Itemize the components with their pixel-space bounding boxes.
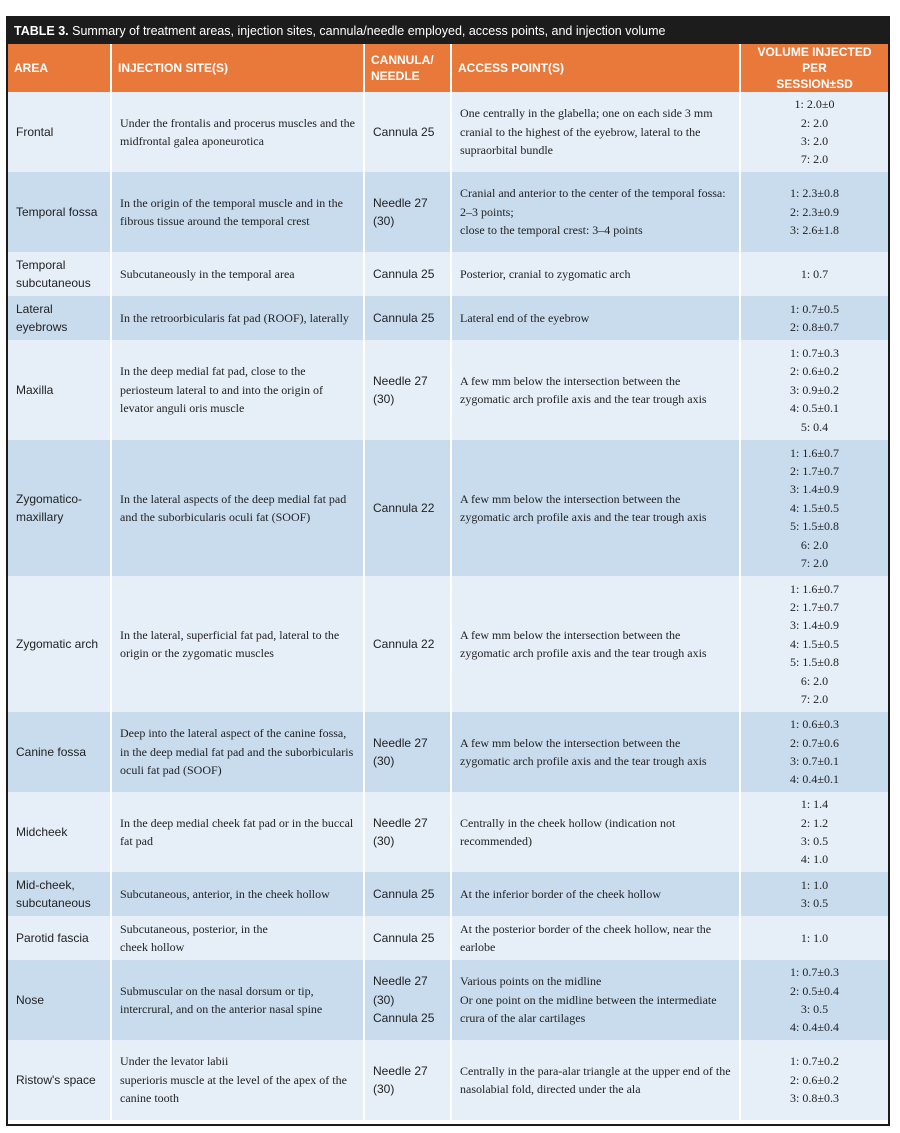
cell-volume-line: 4: 1.5±0.5 <box>790 636 839 651</box>
cell-injection-site <box>111 340 364 440</box>
table-row <box>8 252 888 296</box>
cell-access-points-line: close to the temporal crest: 3–4 points <box>460 223 643 238</box>
cell-volume <box>740 172 888 252</box>
cell-area <box>8 916 111 960</box>
cell-access-points-line: Centrally in the cheek hollow (indication not recommended) <box>460 815 676 848</box>
cell-access-points <box>451 792 740 872</box>
cell-access-points <box>451 172 740 252</box>
table-caption <box>8 18 888 44</box>
cell-volume <box>740 960 888 1040</box>
cell-volume-line: 2: 1.2 <box>800 815 829 830</box>
cell-cannula-needle <box>364 712 451 792</box>
cell-volume-line: 3: 2.6±1.8 <box>790 223 839 238</box>
cell-cannula-needle-line: Needle 27 (30) <box>373 735 428 768</box>
cell-injection-site <box>111 172 364 252</box>
cell-area-line: Zygomatic arch <box>16 636 99 651</box>
cell-injection-site-line: In the deep medial cheek fat pad or in the buccal fat pad <box>120 815 354 848</box>
cell-volume-line: 2: 2.0 <box>800 115 829 130</box>
cell-access-points <box>451 1040 740 1120</box>
cell-volume-line: 2: 0.6±0.2 <box>790 364 839 379</box>
cell-access-points <box>451 440 740 576</box>
cell-cannula-needle-line: Cannula 25 <box>373 1011 435 1026</box>
cell-access-points-line: Various points on the midline <box>460 974 602 989</box>
cell-cannula-needle-line: Cannula 22 <box>373 500 435 515</box>
cell-volume <box>740 792 888 872</box>
cell-volume-line: 3: 1.4±0.9 <box>790 618 839 633</box>
cell-volume-line: 5: 1.5±0.8 <box>790 655 839 670</box>
cell-cannula-needle <box>364 792 451 872</box>
cell-volume <box>740 440 888 576</box>
cell-access-points <box>451 872 740 916</box>
cell-area-line: subcutaneous <box>16 896 91 910</box>
cell-injection-site-line: In the lateral aspects of the deep medial fat pad and the suborbicularis oculi fat (SOOF) <box>120 491 347 524</box>
cell-volume <box>740 296 888 340</box>
cell-access-points-line: Centrally in the para-alar triangle at the upper end of the nasolabial fold, directed under the ala <box>460 1063 731 1096</box>
header-area: AREA <box>8 44 111 92</box>
cell-volume-line: 1: 0.7±0.3 <box>790 965 839 980</box>
cell-volume-line: 3: 0.8±0.3 <box>790 1091 839 1106</box>
table-frame <box>6 16 890 1126</box>
header-volume-line: SESSION±SD <box>776 77 853 91</box>
cell-cannula-needle-line: Cannula 25 <box>373 266 435 281</box>
cell-area <box>8 576 111 712</box>
cell-volume-line: 7: 2.0 <box>800 152 829 167</box>
cell-volume-line: 1: 1.0 <box>800 877 829 892</box>
cell-volume-line: 1: 0.7±0.3 <box>790 345 839 360</box>
cell-access-points-line: At the posterior border of the cheek hollow, near the earlobe <box>460 921 712 954</box>
cell-volume-line: 3: 2.0 <box>800 134 829 148</box>
cell-volume <box>740 916 888 960</box>
cell-injection-site-line: In the lateral, superficial fat pad, lateral to the origin or the zygomatic muscles <box>120 627 340 660</box>
header-volume <box>740 44 888 92</box>
cell-volume <box>740 252 888 296</box>
cell-injection-site <box>111 252 364 296</box>
cell-area-line: Zygomatico-maxillary <box>16 491 83 524</box>
cell-injection-site <box>111 92 364 172</box>
cell-volume-line: 3: 0.5 <box>800 834 829 848</box>
cell-injection-site-line: superioris muscle at the level of the apex of the canine tooth <box>120 1072 347 1106</box>
cell-area <box>8 792 111 872</box>
cell-injection-site-line: Subcutaneous, posterior, in the <box>120 921 268 936</box>
cell-access-points-line: A few mm below the intersection between the zygomatic arch profile axis and the tear trough axis <box>460 491 707 524</box>
cell-cannula-needle <box>364 916 451 960</box>
cell-volume-line: 7: 2.0 <box>800 556 829 571</box>
cell-cannula-needle <box>364 252 451 296</box>
table-row <box>8 172 888 252</box>
cell-area <box>8 340 111 440</box>
cell-volume-line: 7: 2.0 <box>800 692 829 707</box>
cell-injection-site <box>111 872 364 916</box>
cell-volume-line: 1: 1.4 <box>800 797 829 812</box>
cell-area <box>8 92 111 172</box>
header-cannula-needle <box>364 44 451 92</box>
cell-volume-line: 3: 0.5 <box>800 1002 829 1016</box>
cell-volume <box>740 576 888 712</box>
cell-cannula-needle-line: Needle 27 (30) <box>373 974 428 1007</box>
cell-access-points-line: One centrally in the glabella; one on each side 3 mm cranial to the highest of the eyebrow, lateral to the supraorbital bundle <box>460 106 713 158</box>
header-row <box>8 44 888 92</box>
cell-volume-line: 4: 1.5±0.5 <box>790 500 839 515</box>
table-row <box>8 712 888 792</box>
cell-volume-line: 3: 0.5 <box>800 896 829 910</box>
cell-volume-line: 3: 0.9±0.2 <box>790 382 839 397</box>
caption-label: TABLE 3. <box>14 24 69 38</box>
cell-volume-line: 1: 1.6±0.7 <box>790 581 839 596</box>
cell-volume-line: 2: 0.5±0.4 <box>790 983 839 998</box>
cell-volume-line: 1: 1.6±0.7 <box>790 445 839 460</box>
cell-volume-line: 3: 1.4±0.9 <box>790 482 839 497</box>
cell-cannula-needle-line: Cannula 25 <box>373 124 435 139</box>
cell-cannula-needle-line: Cannula 22 <box>373 636 435 651</box>
cell-access-points <box>451 92 740 172</box>
cell-volume-line: 6: 2.0 <box>800 537 829 552</box>
cell-access-points-line: Or one point on the midline between the intermediate crura of the alar cartilages <box>460 992 717 1026</box>
cell-volume-line: 4: 1.0 <box>800 852 829 867</box>
cell-volume-line: 6: 2.0 <box>800 673 829 688</box>
cell-cannula-needle <box>364 340 451 440</box>
cell-volume <box>740 92 888 172</box>
cell-injection-site <box>111 576 364 712</box>
cell-injection-site <box>111 712 364 792</box>
cell-cannula-needle-line: Cannula 25 <box>373 310 435 325</box>
cell-cannula-needle <box>364 92 451 172</box>
cell-area-line: Temporal subcutaneous <box>16 257 91 290</box>
cell-area-line: Lateral eyebrows <box>16 301 68 334</box>
header-needle-line: CANNULA/ <box>371 53 434 67</box>
cell-cannula-needle-line: Needle 27 (30) <box>373 195 428 228</box>
header-access-points: ACCESS POINT(S) <box>451 44 740 92</box>
cell-area <box>8 440 111 576</box>
cell-injection-site-line: In the retroorbicularis fat pad (ROOF), laterally <box>120 310 349 325</box>
cell-volume-line: 4: 0.4±0.4 <box>790 1020 839 1035</box>
cell-access-points-line: Posterior, cranial to zygomatic arch <box>460 266 631 281</box>
cell-area <box>8 960 111 1040</box>
cell-injection-site <box>111 792 364 872</box>
cell-area <box>8 1040 111 1120</box>
cell-area-line: Maxilla <box>16 382 54 397</box>
cell-injection-site <box>111 296 364 340</box>
cell-volume <box>740 872 888 916</box>
cell-injection-site <box>111 916 364 960</box>
cell-area-line: Midcheek <box>16 824 68 839</box>
cell-access-points-line: A few mm below the intersection between the zygomatic arch profile axis and the tear trough axis <box>460 735 707 768</box>
cell-access-points-line: A few mm below the intersection between the zygomatic arch profile axis and the tear trough axis <box>460 373 707 406</box>
cell-area-line: Temporal fossa <box>16 204 98 219</box>
table-row <box>8 440 888 576</box>
cell-injection-site-line: Deep into the lateral aspect of the canine fossa, in the deep medial fat pad and the suborbicularis oculi fat pad (SOOF) <box>120 726 354 778</box>
cell-area-line: Frontal <box>16 124 54 139</box>
cell-injection-site-line: Subcutaneously in the temporal area <box>120 266 295 281</box>
cell-access-points-line: Lateral end of the eyebrow <box>460 310 590 325</box>
cell-cannula-needle <box>364 872 451 916</box>
cell-volume-line: 1: 2.0±0 <box>794 97 835 112</box>
cell-volume-line: 1: 2.3±0.8 <box>790 186 839 201</box>
cell-injection-site <box>111 1040 364 1120</box>
cell-volume-line: 1: 0.7±0.2 <box>790 1054 839 1069</box>
table-row <box>8 340 888 440</box>
cell-access-points <box>451 340 740 440</box>
cell-volume-line: 2: 1.7±0.7 <box>790 599 839 614</box>
caption-text: Summary of treatment areas, injection sites, cannula/needle employed, access points, and injection volume <box>68 24 666 38</box>
cell-cannula-needle <box>364 296 451 340</box>
cell-cannula-needle-line: Needle 27 (30) <box>373 373 428 406</box>
treatment-table <box>8 44 888 1120</box>
table-row <box>8 576 888 712</box>
cell-volume <box>740 340 888 440</box>
cell-area <box>8 252 111 296</box>
cell-cannula-needle <box>364 440 451 576</box>
cell-volume-line: 3: 0.7±0.1 <box>790 754 839 768</box>
table-row <box>8 960 888 1040</box>
header-needle-line: NEEDLE <box>371 69 420 83</box>
cell-access-points <box>451 960 740 1040</box>
cell-cannula-needle <box>364 960 451 1040</box>
cell-cannula-needle-line: Cannula 25 <box>373 886 435 901</box>
cell-volume-line: 2: 0.8±0.7 <box>790 320 839 334</box>
table-body <box>8 92 888 1120</box>
cell-volume-line: 2: 1.7±0.7 <box>790 463 839 478</box>
cell-injection-site-line: In the deep medial fat pad, close to the periosteum lateral to and into the origin of levator anguli oris muscle <box>120 364 323 416</box>
cell-volume-line: 2: 2.3±0.9 <box>790 204 839 219</box>
cell-volume-line: 5: 0.4 <box>800 419 829 434</box>
cell-volume-line: 2: 0.6±0.2 <box>790 1072 839 1087</box>
cell-volume-line: 4: 0.5±0.1 <box>790 401 839 416</box>
table-row <box>8 916 888 960</box>
table-row <box>8 1040 888 1120</box>
cell-injection-site-line: Under the frontalis and procerus muscles and the midfrontal galea aponeurotica <box>120 115 355 148</box>
cell-injection-site <box>111 960 364 1040</box>
cell-area-line: Nose <box>16 992 45 1007</box>
cell-access-points <box>451 712 740 792</box>
header-volume-line: VOLUME INJECTED PER <box>757 45 872 75</box>
cell-area-line: Ristow's space <box>16 1072 96 1087</box>
cell-volume-line: 1: 0.6±0.3 <box>790 717 839 732</box>
cell-injection-site-line: Under the levator labii <box>120 1054 229 1069</box>
cell-volume-line: 5: 1.5±0.8 <box>790 519 839 534</box>
cell-volume <box>740 712 888 792</box>
cell-area <box>8 296 111 340</box>
cell-area <box>8 172 111 252</box>
cell-area <box>8 872 111 916</box>
cell-cannula-needle-line: Needle 27 (30) <box>373 1063 428 1096</box>
cell-injection-site <box>111 440 364 576</box>
cell-injection-site-line: In the origin of the temporal muscle and in the fibrous tissue around the temporal crest <box>120 195 343 228</box>
cell-area <box>8 712 111 792</box>
cell-access-points <box>451 916 740 960</box>
cell-cannula-needle <box>364 172 451 252</box>
cell-access-points-line: A few mm below the intersection between the zygomatic arch profile axis and the tear trough axis <box>460 627 707 660</box>
cell-access-points <box>451 576 740 712</box>
cell-injection-site-line: Subcutaneous, anterior, in the cheek hollow <box>120 886 330 901</box>
table-row <box>8 296 888 340</box>
cell-cannula-needle <box>364 1040 451 1120</box>
header-injection-site: INJECTION SITE(S) <box>111 44 364 92</box>
cell-injection-site-line: cheek hollow <box>120 940 185 954</box>
cell-cannula-needle-line: Needle 27 (30) <box>373 815 428 848</box>
cell-injection-site-line: Submuscular on the nasal dorsum or tip, intercrural, and on the anterior nasal spine <box>120 983 323 1016</box>
cell-access-points-line: At the inferior border of the cheek hollow <box>460 886 661 901</box>
cell-cannula-needle <box>364 576 451 712</box>
cell-volume-line: 1: 0.7 <box>800 266 829 281</box>
cell-cannula-needle-line: Cannula 25 <box>373 930 435 945</box>
cell-volume-line: 2: 0.7±0.6 <box>790 735 839 750</box>
table-row <box>8 872 888 916</box>
cell-access-points <box>451 252 740 296</box>
cell-access-points <box>451 296 740 340</box>
cell-volume-line: 1: 0.7±0.5 <box>790 301 839 316</box>
cell-volume <box>740 1040 888 1120</box>
cell-area-line: Canine fossa <box>16 744 87 759</box>
cell-volume-line: 1: 1.0 <box>800 930 829 945</box>
table-row <box>8 792 888 872</box>
cell-area-line: Mid-cheek, <box>16 877 75 892</box>
cell-access-points-line: Cranial and anterior to the center of the temporal fossa: 2–3 points; <box>460 186 726 219</box>
table-row <box>8 92 888 172</box>
cell-area-line: Parotid fascia <box>16 930 89 945</box>
cell-volume-line: 4: 0.4±0.1 <box>790 772 839 787</box>
